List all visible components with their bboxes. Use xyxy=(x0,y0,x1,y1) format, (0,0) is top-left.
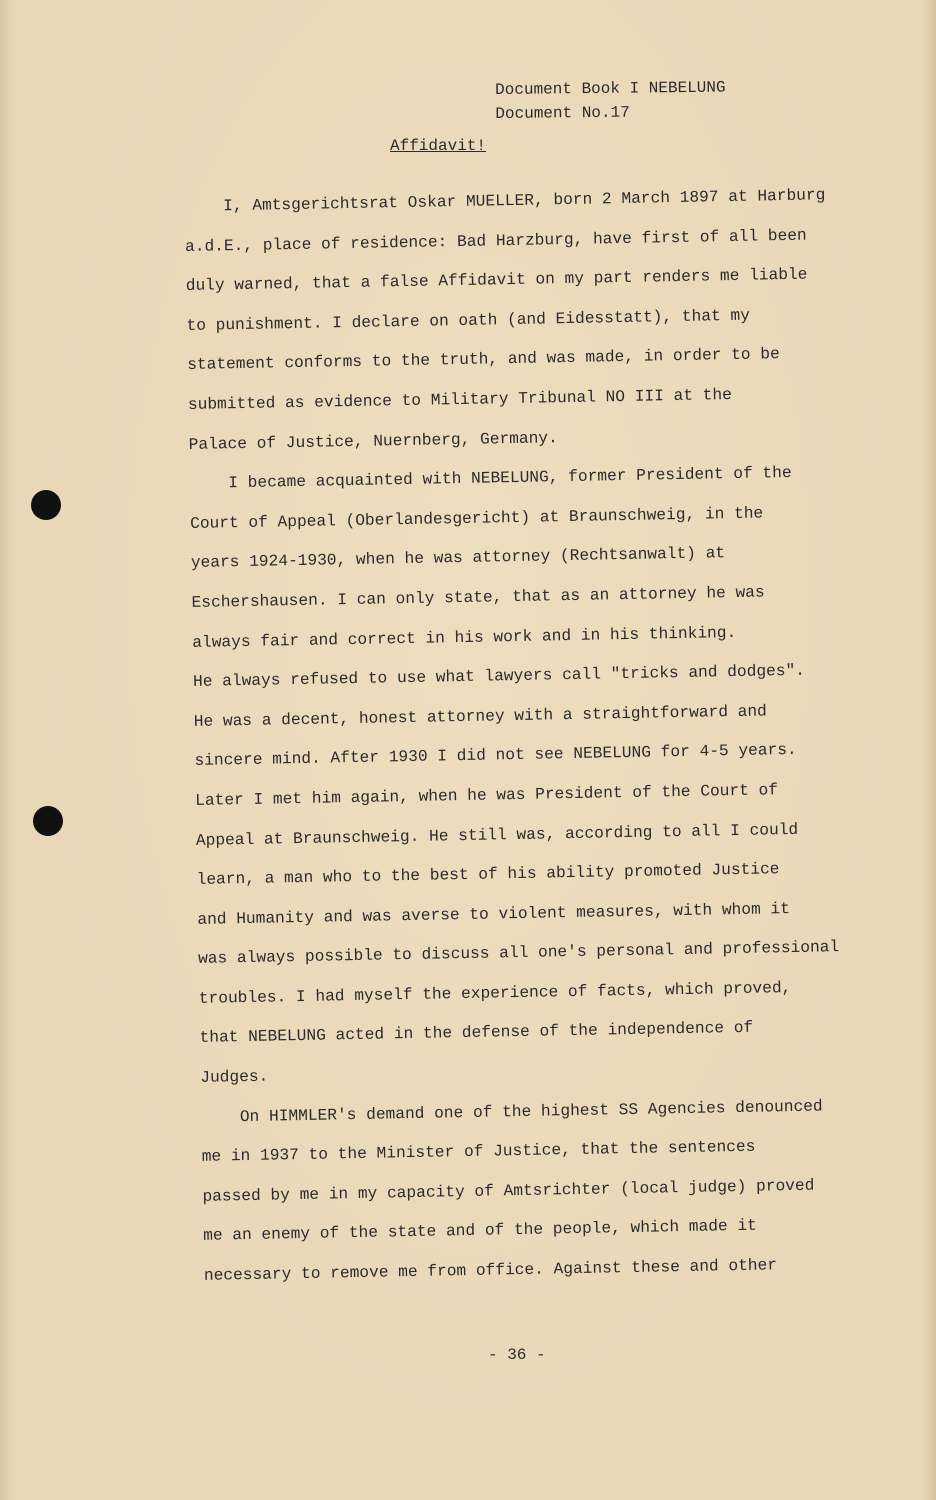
text-line: He always refused to use what lawyers call "tricks and dodges". xyxy=(192,661,806,692)
punch-hole-top xyxy=(31,490,61,520)
text-line: troubles. I had myself the experience of facts, which proved, xyxy=(198,978,792,1008)
text-line: always fair and correct in his work and in his thinking. xyxy=(192,623,737,652)
text-line: Court of Appeal (Oberlandesgericht) at Braunschweig, in the xyxy=(189,504,764,533)
text-line: passed by me in my capacity of Amtsrichter (local judge) proved xyxy=(202,1176,815,1206)
text-line: to punishment. I declare on oath (and Eidesstatt), that my xyxy=(186,306,751,335)
text-line: duly warned, that a false Affidavit on my part renders me liable xyxy=(185,265,808,296)
text-line: Later I met him again, when he was President of the Court of xyxy=(195,781,779,810)
affidavit-body xyxy=(184,176,845,1296)
document-header xyxy=(495,76,726,126)
text-line: Palace of Justice, Nuernberg, Germany. xyxy=(188,428,558,454)
text-line: He was a decent, honest attorney with a straightforward and xyxy=(193,702,767,731)
page-title: Affidavit! xyxy=(390,137,487,155)
text-line: I, Amtsgerichtsrat Oskar MUELLER, born 2 March 1897 at Harburg xyxy=(184,186,826,216)
text-line: learn, a man who to the best of his ability promoted Justice xyxy=(196,860,780,889)
text-line: me in 1937 to the Minister of Justice, that the sentences xyxy=(201,1137,756,1167)
punch-hole-bottom xyxy=(33,806,63,836)
text-line: Eschershausen. I can only state, that as an attorney he was xyxy=(191,583,765,612)
text-line: a.d.E., place of residence: Bad Harzburg, have first of all been xyxy=(184,226,807,256)
document-book-label: Document Book I NEBELUNG xyxy=(495,78,726,99)
document-number-label: Document No.17 xyxy=(495,103,630,123)
text-line: that NEBELUNG acted in the defense of the independence of xyxy=(199,1019,754,1048)
text-line: submitted as evidence to Military Tribunal NO III at the xyxy=(187,385,733,414)
text-line: me an enemy of the state and of the people, which made it xyxy=(203,1217,757,1246)
text-line: I became acquainted with NEBELUNG, former President of the xyxy=(189,464,792,494)
text-line: statement conforms to the truth, and was made, in order to be xyxy=(187,345,780,375)
text-line: necessary to remove me from office. Against these and other xyxy=(203,1256,778,1285)
text-line: Appeal at Braunschweig. He still was, according to all I could xyxy=(195,820,799,850)
text-line: was always possible to discuss all one's personal and professional xyxy=(197,938,840,969)
text-line: On HIMMLER's demand one of the highest SS Agencies denounced xyxy=(200,1097,823,1127)
page-number: - 36 - xyxy=(488,1346,546,1364)
text-line: years 1924-1930, when he was attorney (Rechtsanwalt) at xyxy=(190,544,726,573)
text-line: and Humanity and was averse to violent measures, with whom it xyxy=(197,899,791,929)
text-line: Judges. xyxy=(200,1067,269,1087)
text-line: sincere mind. After 1930 I did not see NEBELUNG for 4-5 years. xyxy=(194,741,797,771)
